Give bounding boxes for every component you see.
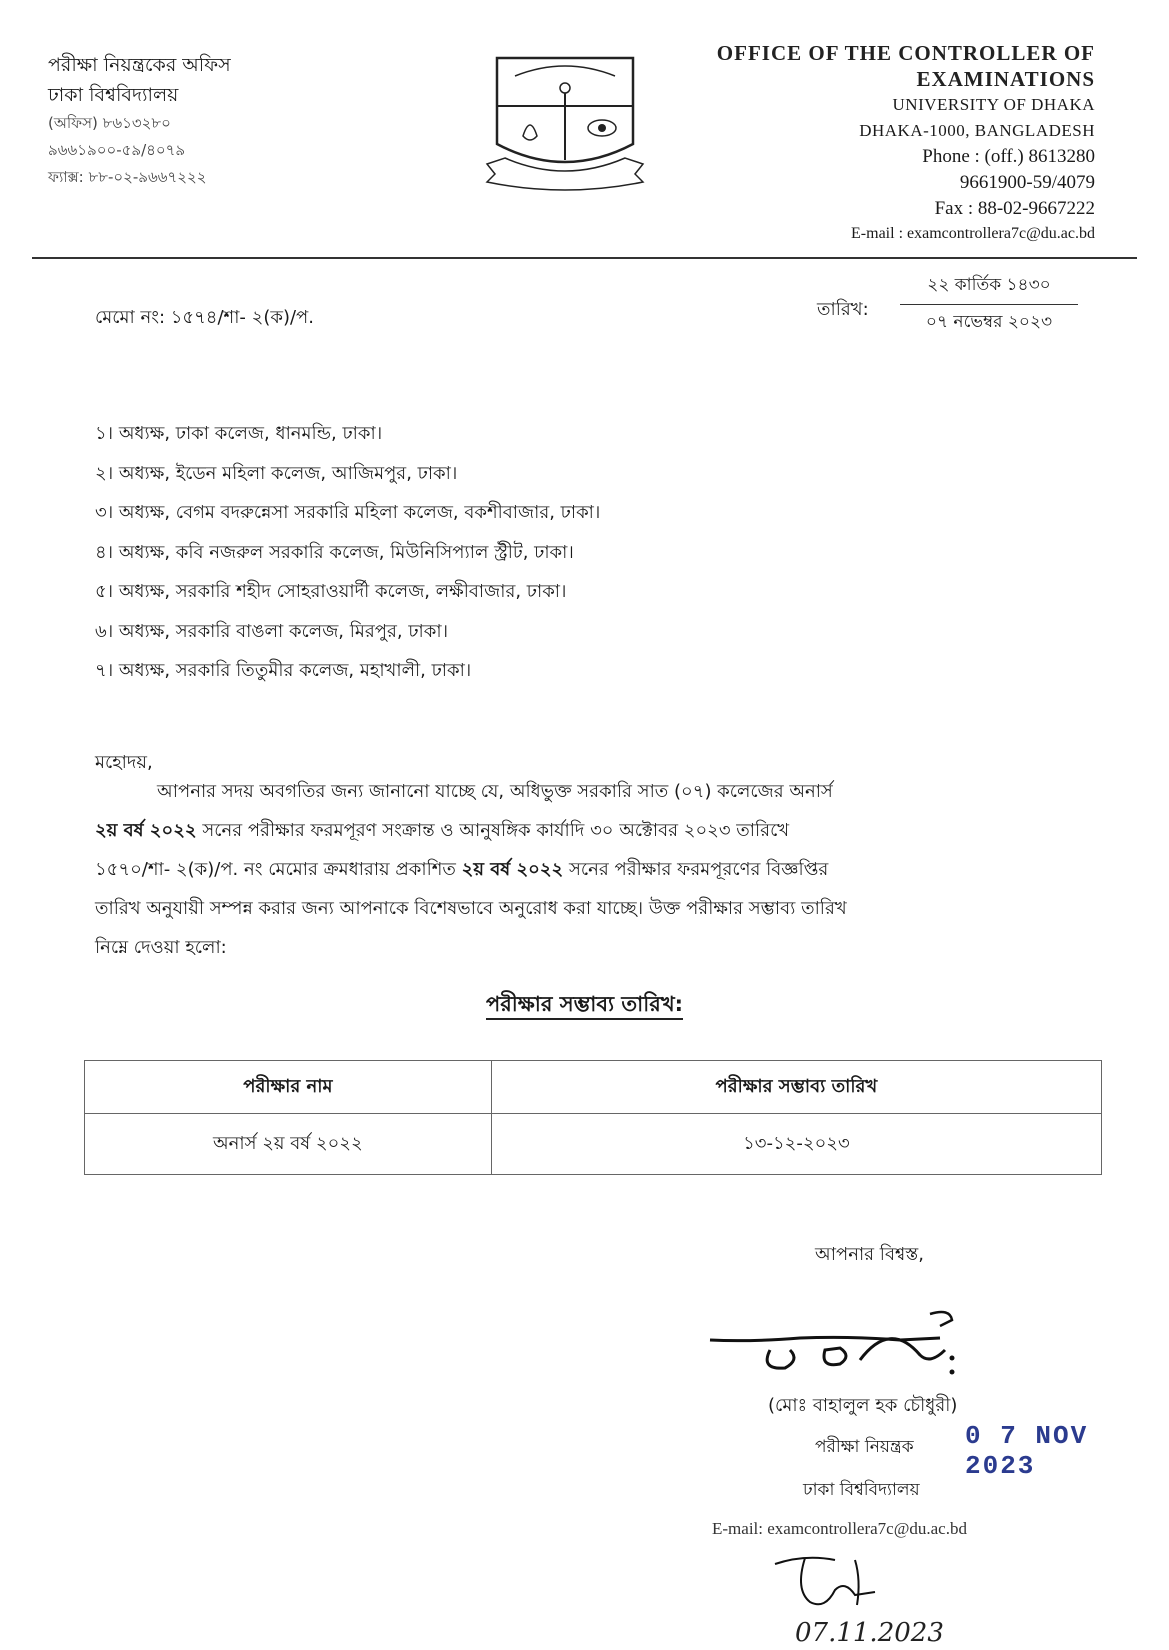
- date-gregorian: ০৭ নভেম্বর ২০২৩: [925, 312, 1053, 332]
- recipient-item: ১। অধ্যক্ষ, ঢাকা কলেজ, ধানমন্ডি, ঢাকা।: [95, 423, 383, 444]
- phone-2-bn: ৯৬৬১৯০০-৫৯/৪০৭৯: [48, 141, 186, 159]
- table-cell-exam-date: ১৩-১২-২০২৩: [491, 1114, 1101, 1175]
- office-title-line2: EXAMINATIONS: [916, 67, 1095, 91]
- body-line-3: [95, 850, 1075, 889]
- university-name-bn: ঢাকা বিশ্ববিদ্যালয়: [48, 84, 179, 106]
- fax-bn: ফ্যাক্স: ৮৮-০২-৯৬৬৭২২২: [48, 168, 207, 186]
- signatory-title: পরীক্ষা নিয়ন্ত্রক: [815, 1437, 914, 1457]
- table-cell-exam-name: অনার্স ২য় বর্ষ ২০২২: [85, 1114, 492, 1175]
- date-label: তারিখ:: [817, 299, 869, 320]
- table-header-row: [85, 1061, 1102, 1114]
- date-bangla: ২২ কার্তিক ১৪৩০: [900, 272, 1078, 305]
- body-line-4: তারিখ অনুযায়ী সম্পন্ন করার জন্য আপনাকে বিশেষভাবে অনুরোধ করা যাচ্ছে। উক্ত পরীক্ষার সম্ভাব্য তারিখ: [95, 898, 847, 919]
- recipient-list: [95, 414, 600, 691]
- header-divider: [32, 257, 1137, 259]
- phone-office-bn: (অফিস) ৮৬১৩২৮০: [48, 114, 171, 132]
- phone-en: Phone : (off.) 8613280: [922, 146, 1095, 167]
- schedule-table: [84, 1060, 1102, 1175]
- body-line-2: [95, 811, 1075, 850]
- body-line-5: নিম্নে দেওয়া হলো:: [95, 937, 227, 958]
- closing: আপনার বিশ্বস্ত,: [815, 1244, 924, 1265]
- body-line-3a: ১৫৭০/শা- ২(ক)/প. নং মেমোর ক্রমধারায় প্রকাশিত: [95, 859, 462, 880]
- body-line-2-text: সনের পরীক্ষার ফরমপূরণ সংক্রান্ত ও আনুষঙ্গিক কার্যাদি ৩০ অক্টোবর ২০২৩ তারিখে: [196, 820, 790, 841]
- recipient-item: ৪। অধ্যক্ষ, কবি নজরুল সরকারি কলেজ, মিউনিসিপ্যাল স্ট্রীট, ঢাকা।: [95, 541, 574, 563]
- body-line-1: আপনার সদয় অবগতির জন্য জানানো যাচ্ছে যে, অধিভুক্ত সরকারি সাত (০৭) কলেজের অনার্স: [157, 781, 833, 802]
- office-name-bn: পরীক্ষা নিয়ন্ত্রকের অফিস: [48, 54, 231, 76]
- header-left: [48, 50, 368, 191]
- handwritten-date: 07.11.2023: [795, 1618, 944, 1648]
- schedule-title: [0, 988, 1169, 1023]
- table-header-exam-name: পরীক্ষার নাম: [85, 1061, 492, 1114]
- header-right: [655, 40, 1095, 246]
- recipient-item: ৩। অধ্যক্ষ, বেগম বদরুন্নেসা সরকারি মহিলা কলেজ, বকশীবাজার, ঢাকা।: [95, 502, 601, 523]
- signatory-university: ঢাকা বিশ্ববিদ্যালয়: [803, 1480, 920, 1500]
- body-paragraph: [95, 772, 1075, 967]
- signature-scribble: [690, 1300, 990, 1394]
- phone-2-en: 9661900-59/4079: [959, 172, 1095, 193]
- signatory-name: (মোঃ বাহালুল হক চৌধুরী): [768, 1395, 958, 1416]
- email-en: E-mail : examcontrollera7c@du.ac.bd: [851, 225, 1095, 242]
- university-name-en: UNIVERSITY OF DHAKA: [892, 95, 1095, 114]
- signatory-email: E-mail: examcontrollera7c@du.ac.bd: [712, 1519, 967, 1538]
- initial-scribble: [765, 1550, 885, 1624]
- body-bold-year-2: ২য় বর্ষ ২০২২: [461, 859, 564, 880]
- table-row: [85, 1114, 1102, 1175]
- body-line-3b: সনের পরীক্ষার ফরমপূরণের বিজ্ঞপ্তির: [563, 859, 829, 880]
- address-en: DHAKA-1000, BANGLADESH: [859, 121, 1095, 140]
- fax-en: Fax : 88-02-9667222: [934, 198, 1095, 219]
- salutation: মহোদয়,: [95, 752, 153, 773]
- table-header-exam-date: পরীক্ষার সম্ভাব্য তারিখ: [491, 1061, 1101, 1114]
- recipient-item: ৬। অধ্যক্ষ, সরকারি বাঙলা কলেজ, মিরপুর, ঢাকা।: [95, 620, 449, 642]
- recipient-item: ৫। অধ্যক্ষ, সরকারি শহীদ সোহরাওয়ার্দী কলেজ, লক্ষীবাজার, ঢাকা।: [95, 581, 567, 602]
- schedule-title-text: পরীক্ষার সম্ভাব্য তারিখ:: [486, 992, 683, 1020]
- date-stamp: 0 7 NOV 2023: [965, 1421, 1089, 1481]
- office-title-line1: OFFICE OF THE CONTROLLER OF: [716, 41, 1095, 65]
- recipient-item: ২। অধ্যক্ষ, ইডেন মহিলা কলেজ, আজিমপুর, ঢাকা।: [95, 462, 458, 484]
- university-seal-logo: [485, 48, 645, 198]
- body-bold-year-1: ২য় বর্ষ ২০২২: [95, 820, 197, 841]
- recipient-item: ৭। অধ্যক্ষ, সরকারি তিতুমীর কলেজ, মহাখালী, ঢাকা।: [95, 660, 472, 681]
- memo-number: মেমো নং: ১৫৭৪/শা- ২(ক)/প.: [95, 307, 314, 328]
- date-block: [900, 272, 1078, 337]
